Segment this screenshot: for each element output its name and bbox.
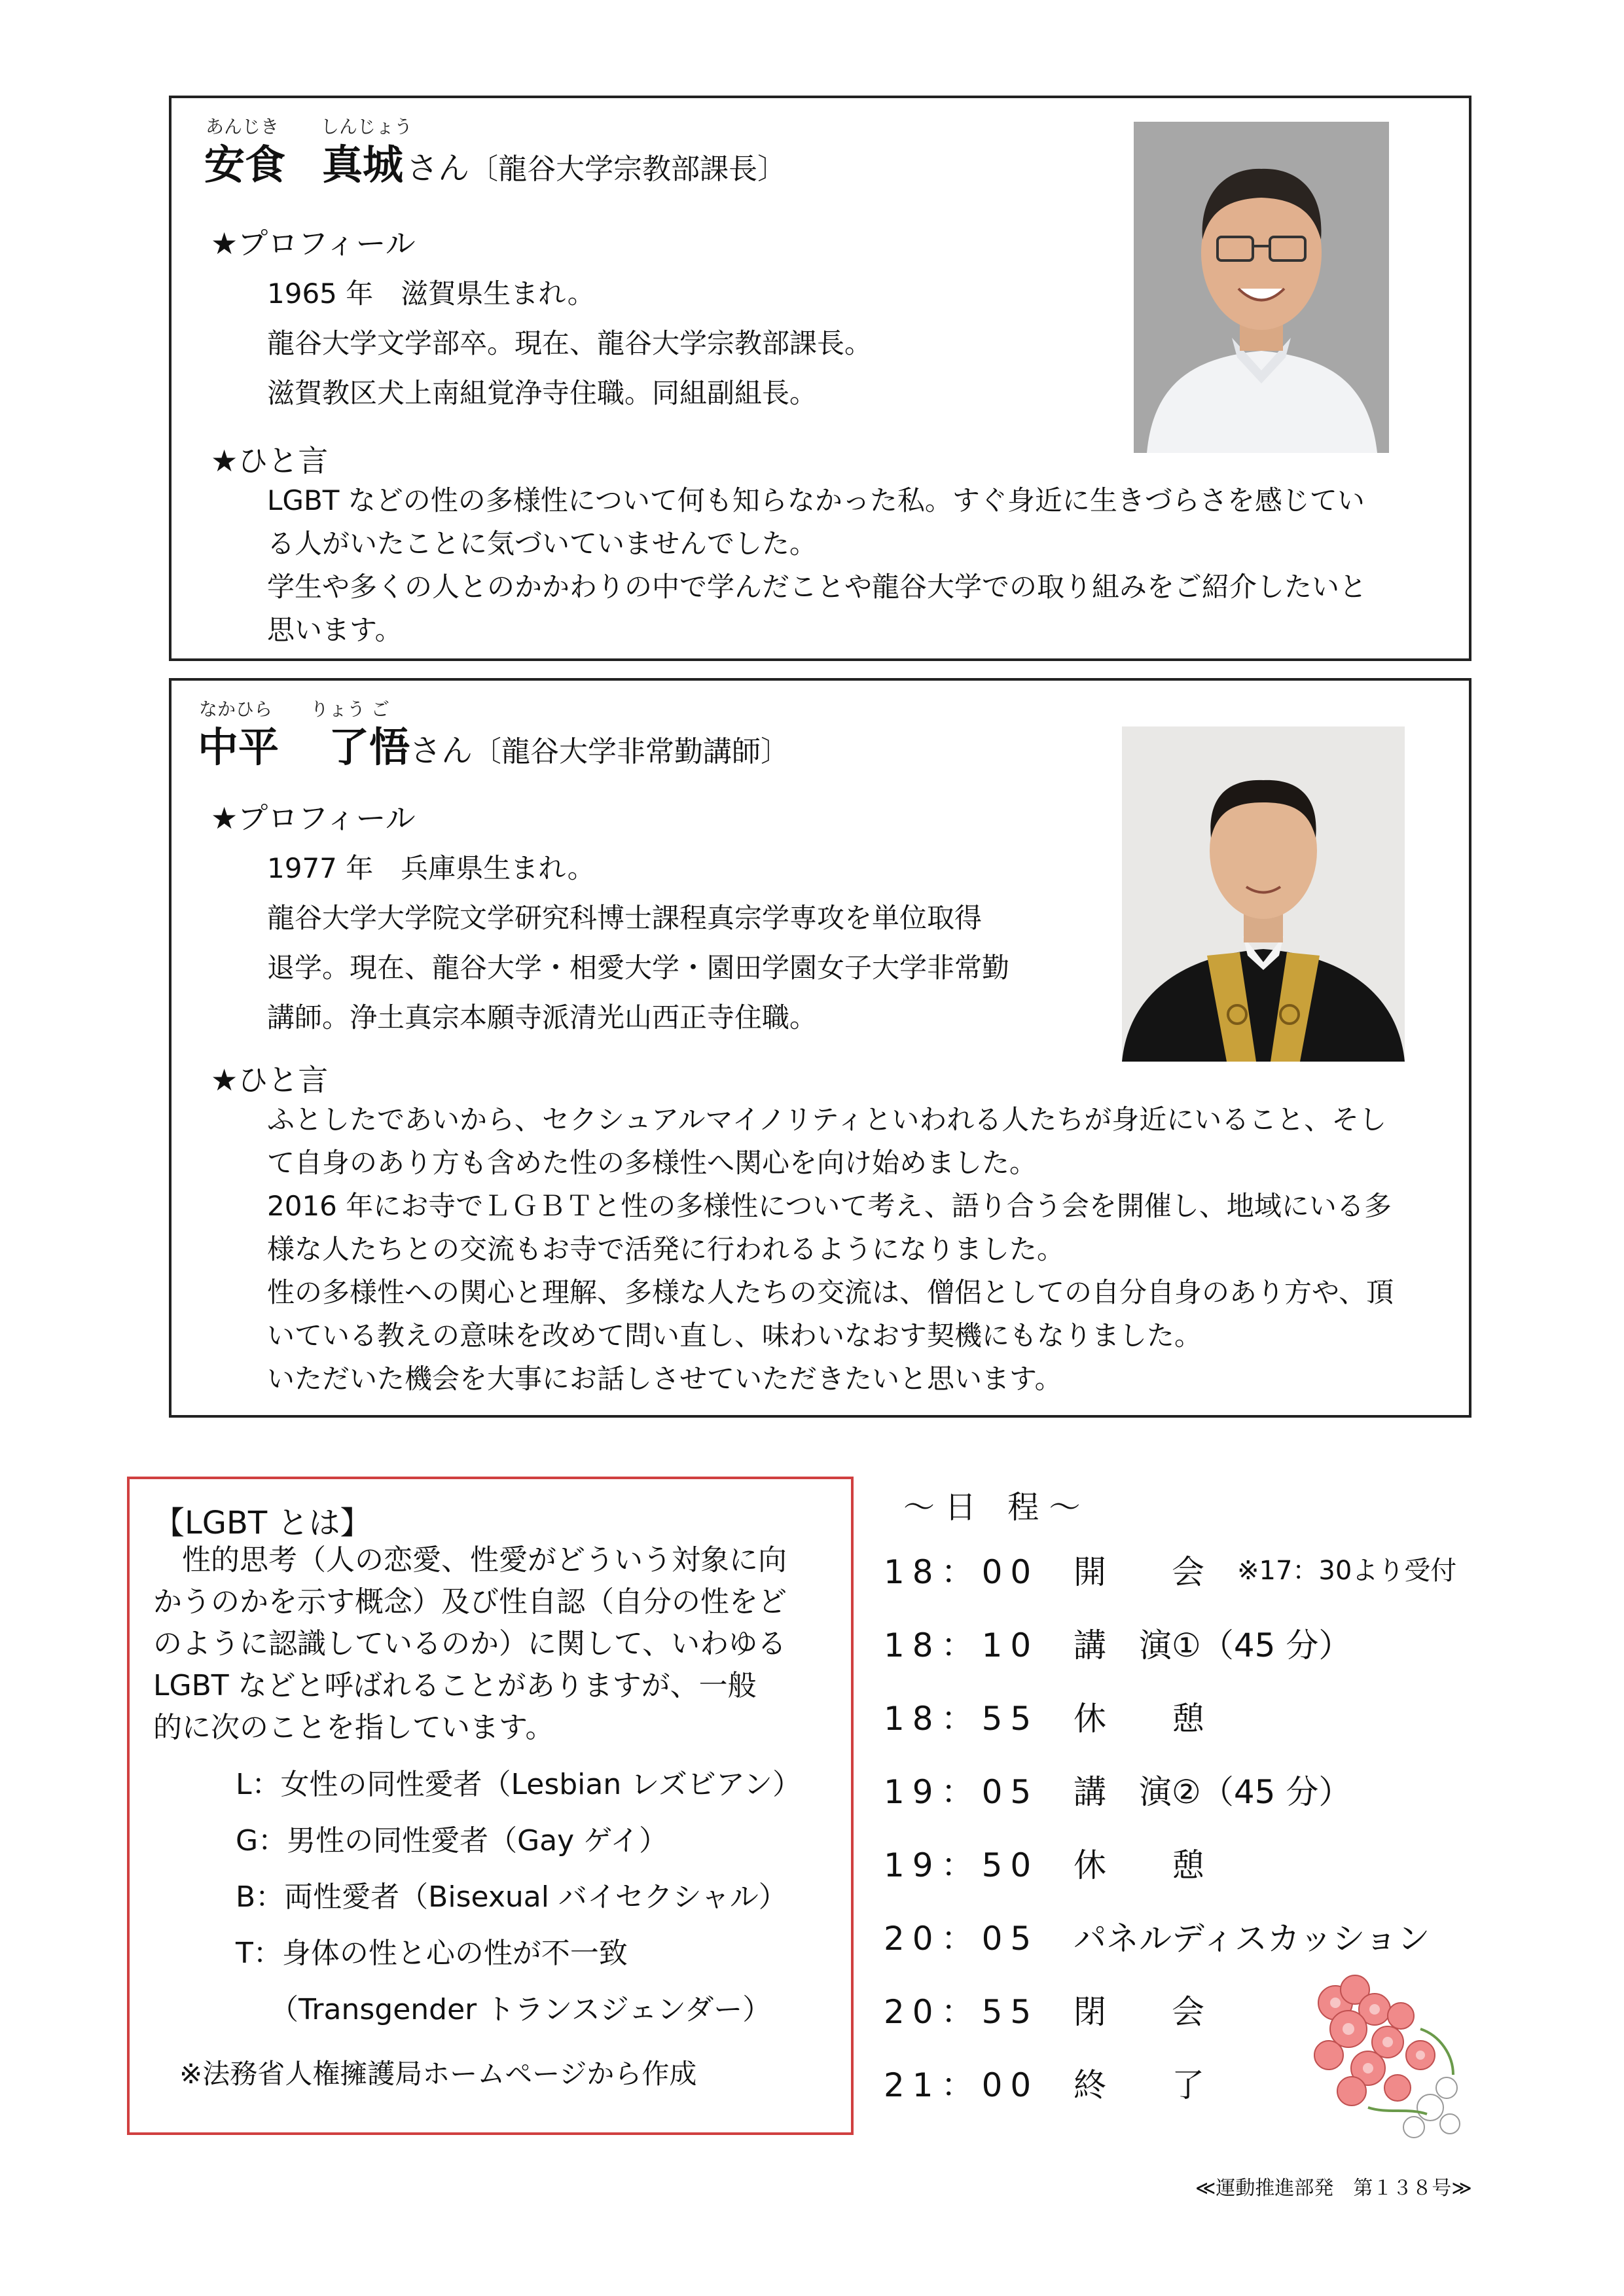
speaker1-photo xyxy=(1134,122,1389,453)
flower-illustration xyxy=(1290,1957,1479,2153)
speaker1-comment-line: る人がいたことに気づいていませんでした。 xyxy=(267,528,818,560)
schedule-time: 20：55 xyxy=(884,1993,1039,2031)
speaker1-comment-heading: ★ひと言 xyxy=(211,443,329,478)
schedule-time: 18：10 xyxy=(884,1626,1039,1664)
lgbt-description-line: 的に次のことを指しています。 xyxy=(153,1711,554,1744)
speaker1-ruby-family: あんじき xyxy=(206,116,280,137)
speaker1-comment-line: 学生や多くの人とのかかわりの中で学んだことや龍谷大学での取り組みをご紹介したいと xyxy=(267,571,1367,603)
speaker2-ruby-given: りょう ご xyxy=(310,698,389,720)
speaker2-name xyxy=(198,715,789,773)
speaker2-comment-line: 様な人たちとの交流もお寺で活発に行われるようになりました。 xyxy=(267,1233,1065,1265)
speaker1-san: さん xyxy=(406,150,470,187)
speaker2-comment-line: いている教えの意味を改めて問い直し、味わいなおす契機にもなりました。 xyxy=(267,1319,1202,1352)
lgbt-description-line: LGBT などと呼ばれることがありますが、一般 xyxy=(153,1669,757,1702)
speaker1-given-name: 真城 xyxy=(322,141,404,188)
speaker1-box xyxy=(169,96,1471,661)
speaker2-family-name: 中平 xyxy=(198,723,280,771)
speaker1-comment xyxy=(267,479,1445,652)
speaker1-comment-line: LGBT などの性の多様性について何も知らなかった私。すぐ身近に生きづらさを感じてい xyxy=(267,484,1365,516)
schedule-label: 講 演①（45 分） xyxy=(1074,1626,1352,1664)
lgbt-title: 【LGBT とは】 xyxy=(153,1505,372,1541)
schedule-label: 講 演②（45 分） xyxy=(1074,1773,1352,1811)
lgbt-description-line: かうのかを示す概念）及び性自認（自分の性をど xyxy=(153,1585,787,1619)
lgbt-item-b: B：両性愛者（Bisexual バイセクシャル） xyxy=(236,1880,787,1914)
speaker2-comment-line: 2016 年にお寺でＬＧＢＴと性の多様性について考え、語り合う会を開催し、地域にいる多 xyxy=(267,1190,1392,1222)
lgbt-item-g: G：男性の同性愛者（Gay ゲイ） xyxy=(236,1824,668,1857)
schedule-time: 19：05 xyxy=(884,1773,1039,1811)
schedule-label: 休 憩 xyxy=(1074,1846,1204,1884)
footer-issue: ≪運動推進部発 第１３８号≫ xyxy=(1195,2177,1472,2200)
schedule-time: 19：50 xyxy=(884,1846,1039,1884)
speaker2-profile-line: 退学。現在、龍谷大学・相愛大学・園田学園女子大学非常勤 xyxy=(267,952,1010,984)
schedule-label: パネルディスカッション xyxy=(1074,1920,1430,1958)
speaker2-photo xyxy=(1122,726,1405,1062)
speaker1-ruby-given: しんじょう xyxy=(321,116,413,137)
lgbt-box xyxy=(127,1477,854,2135)
lgbt-description-line: 性的思考（人の恋愛、性愛がどういう対象に向 xyxy=(153,1543,787,1577)
speaker2-profile-line: 1977 年 兵庫県生まれ。 xyxy=(267,852,595,884)
speaker2-comment-line: いただいた機会を大事にお話しさせていただきたいと思います。 xyxy=(267,1363,1062,1395)
schedule-label: 終 了 xyxy=(1074,2066,1204,2104)
speaker1-profile-heading: ★プロフィール xyxy=(211,226,416,261)
speaker2-profile-line: 龍谷大学大学院文学研究科博士課程真宗学専攻を単位取得 xyxy=(267,902,983,934)
speaker1-affiliation: 〔龍谷大学宗教部課長〕 xyxy=(469,152,787,186)
speaker1-comment-line: 思います。 xyxy=(267,614,403,646)
speaker2-san: さん xyxy=(410,732,473,769)
speaker2-comment-line: 性の多様性への関心と理解、多様な人たちの交流は、僧侶としての自分自身のあり方や、頂 xyxy=(267,1276,1394,1308)
speaker1-profile-line: 滋賀教区犬上南組覚浄寺住職。同組副組長。 xyxy=(267,377,818,409)
speaker2-given-name: 了悟 xyxy=(329,723,410,771)
lgbt-item-t: T：身体の性と心の性が不一致 xyxy=(236,1937,628,1970)
schedule-time: 18：55 xyxy=(884,1700,1039,1738)
lgbt-description xyxy=(153,1539,847,1749)
lgbt-item-l: L：女性の同性愛者（Lesbian レズビアン） xyxy=(236,1768,802,1801)
schedule-title: ～ 日 程 ～ xyxy=(903,1489,1081,1526)
lgbt-description-line: のように認識しているのか）に関して、いわゆる xyxy=(153,1627,787,1660)
speaker1-profile-line: 1965 年 滋賀県生まれ。 xyxy=(267,278,595,310)
schedule-note: ※17：30より受付 xyxy=(1237,1556,1457,1586)
speaker2-profile-heading: ★プロフィール xyxy=(211,800,416,836)
schedule-label: 開 会 xyxy=(1074,1553,1204,1591)
speaker2-profile-line: 講師。浄土真宗本願寺派清光山西正寺住職。 xyxy=(267,1001,818,1033)
speaker2-ruby-family: なかひら xyxy=(199,698,273,720)
speaker2-comment-line: ふとしたであいから、セクシュアルマイノリティといわれる人たちが身近にいること、そし xyxy=(267,1103,1387,1136)
schedule-time: 20：05 xyxy=(884,1920,1039,1958)
speaker2-affiliation: 〔龍谷大学非常勤講師〕 xyxy=(473,735,790,768)
lgbt-source: ※法務省人権擁護局ホームページから作成 xyxy=(179,2058,697,2090)
speaker2-box xyxy=(169,678,1471,1418)
schedule-time: 21：00 xyxy=(884,2066,1039,2104)
schedule-label: 閉 会 xyxy=(1074,1993,1204,2031)
speaker1-family-name: 安食 xyxy=(204,141,286,188)
speaker1-profile-line: 龍谷大学文学部卒。現在、龍谷大学宗教部課長。 xyxy=(267,327,873,359)
schedule-label: 休 憩 xyxy=(1074,1700,1204,1738)
speaker2-comment-heading: ★ひと言 xyxy=(211,1062,329,1098)
speaker2-comment-line: て自身のあり方も含めた性の多様性へ関心を向け始めました。 xyxy=(267,1147,1038,1179)
speaker2-comment xyxy=(267,1098,1458,1401)
schedule-time: 18：00 xyxy=(884,1553,1039,1591)
lgbt-item-t-note: （Transgender トランスジェンダー） xyxy=(270,1993,772,2026)
speaker1-name xyxy=(204,132,786,190)
